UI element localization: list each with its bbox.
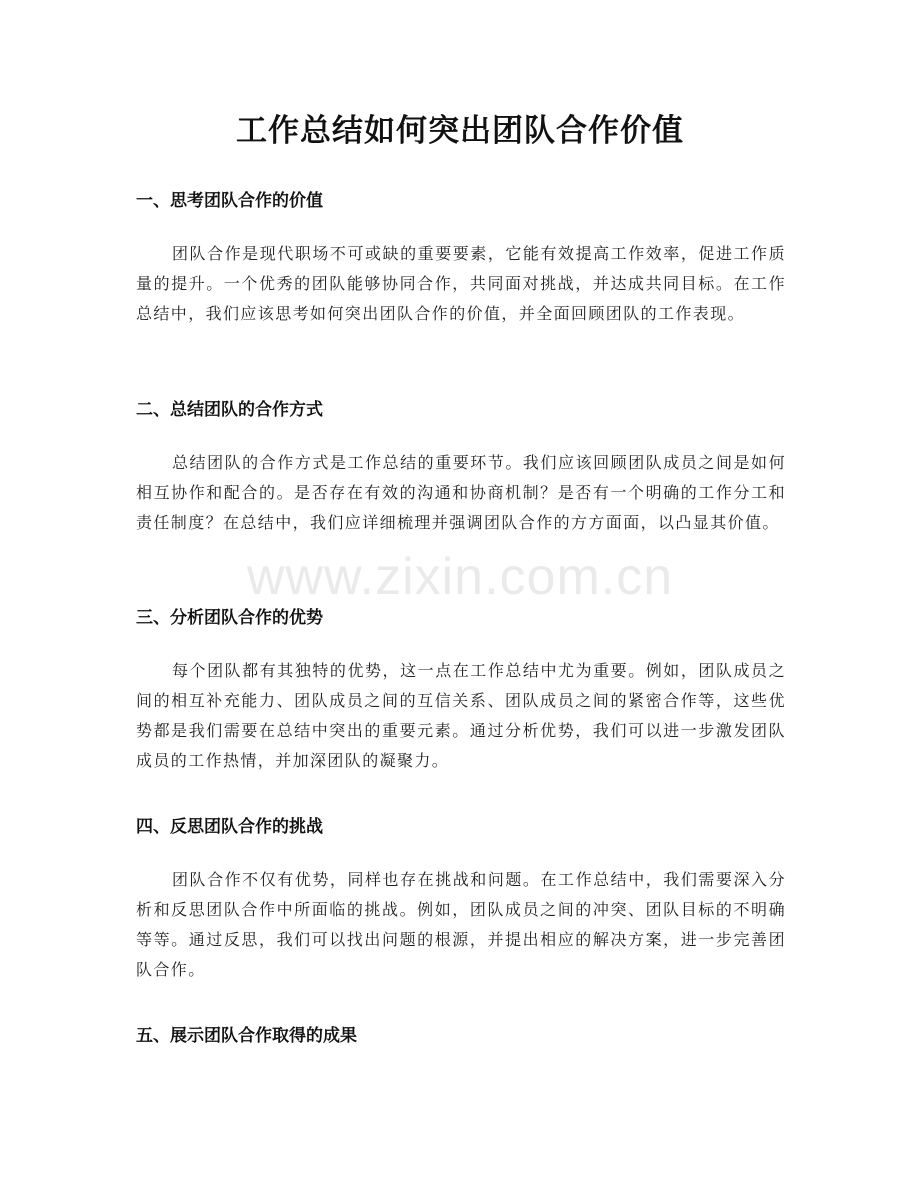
section-heading: 一、思考团队合作的价值 [136, 191, 323, 211]
section-paragraph: 团队合作不仅有优势，同样也存在挑战和问题。在工作总结中，我们需要深入分析和反思团队合作中所面临的挑战。例如，团队成员之间的冲突、团队目标的不明确等等。通过反思，我们可以找出问题的根源，并提出相应的解决方案，进一步完善团队合作。 [136, 870, 786, 979]
section-4 [136, 815, 786, 985]
section-heading: 二、总结团队的合作方式 [136, 400, 323, 420]
section-heading: 四、反思团队合作的挑战 [136, 817, 323, 837]
section-2 [136, 398, 786, 538]
section-1 [136, 189, 786, 329]
section-paragraph: 总结团队的合作方式是工作总结的重要环节。我们应该回顾团队成员之间是如何相互协作和配合的。是否存在有效的沟通和协商机制？是否有一个明确的工作分工和责任制度？在总结中，我们应详细梳理并强调团队合作的方方面面，以凸显其价值。 [136, 453, 786, 532]
section-paragraph: 每个团队都有其独特的优势，这一点在工作总结中尤为重要。例如，团队成员之间的相互补充能力、团队成员之间的互信关系、团队成员之间的紧密合作等，这些优势都是我们需要在总结中突出的重要元素。通过分析优势，我们可以进一步激发团队成员的工作热情，并加深团队的凝聚力。 [136, 661, 786, 770]
section-5 [136, 1024, 786, 1048]
section-3 [136, 606, 786, 776]
section-paragraph: 团队合作是现代职场不可或缺的重要要素，它能有效提高工作效率，促进工作质量的提升。一个优秀的团队能够协同合作，共同面对挑战，并达成共同目标。在工作总结中，我们应该思考如何突出团队合作的价值，并全面回顾团队的工作表现。 [136, 244, 786, 323]
section-heading: 三、分析团队合作的优势 [136, 608, 323, 628]
section-heading: 五、展示团队合作取得的成果 [136, 1026, 357, 1046]
watermark: www.zixin.com.cn [246, 548, 674, 606]
document-title: 工作总结如何突出团队合作价值 [236, 113, 684, 149]
